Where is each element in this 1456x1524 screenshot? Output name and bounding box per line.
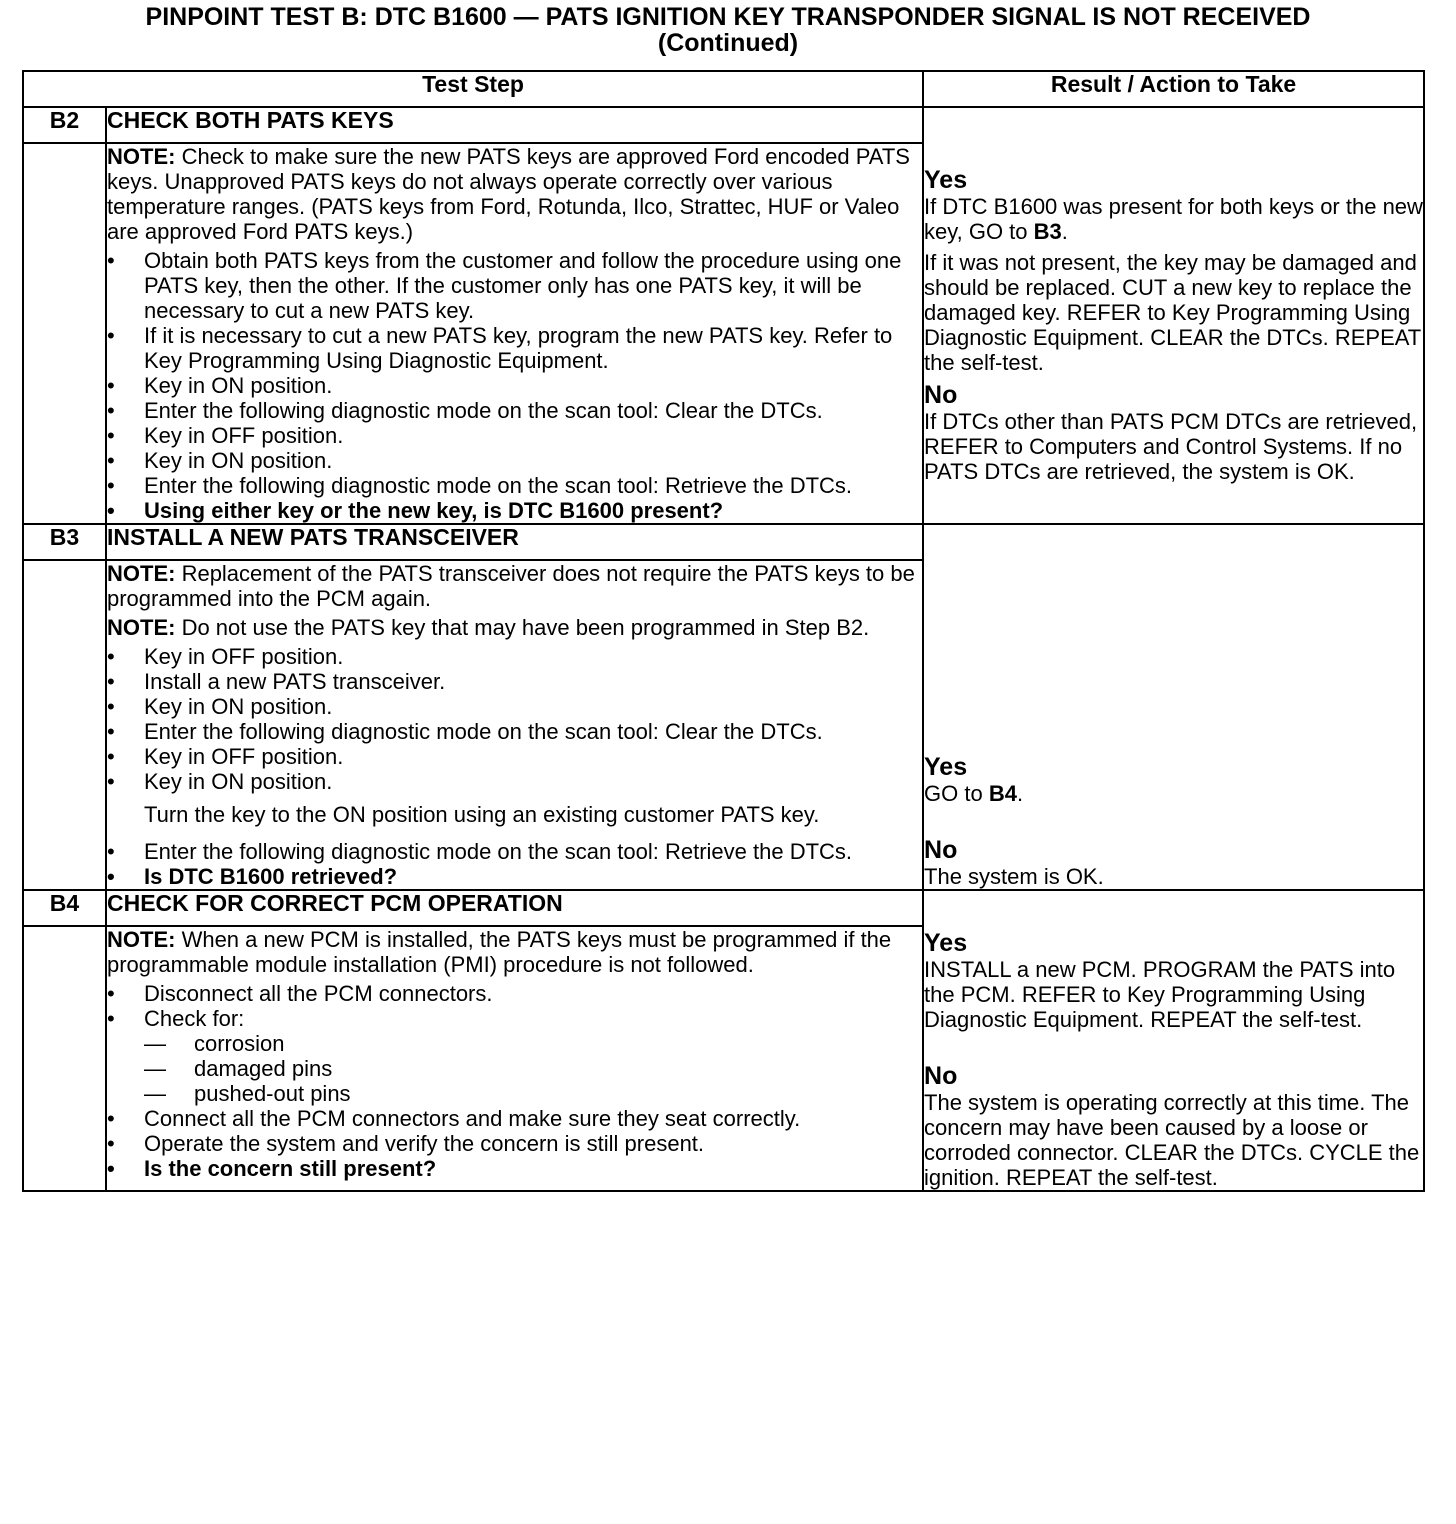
- step-id: B3: [23, 524, 106, 560]
- list-item: • If it is necessary to cut a new PATS key, program the new PATS key. Refer to Key Programming Using Diagnostic Equipment.: [107, 323, 922, 373]
- bullet-list: [107, 981, 922, 1181]
- bullet-list: [107, 248, 922, 523]
- list-item: • Enter the following diagnostic mode on the scan tool: Retrieve the DTCs.: [107, 839, 922, 864]
- list-item: • Disconnect all the PCM connectors.: [107, 981, 922, 1006]
- list-item: • Enter the following diagnostic mode on the scan tool: Clear the DTCs.: [107, 719, 922, 744]
- list-item: • Operate the system and verify the concern is still present.: [107, 1131, 922, 1156]
- page-title: [0, 4, 1456, 56]
- list-item: • Install a new PATS transceiver.: [107, 669, 922, 694]
- yes-label: Yes: [924, 929, 968, 957]
- step-question: • Is the concern still present?: [107, 1156, 922, 1181]
- list-item: • Check for: — corrosion — damaged pins — pushed-out pins: [107, 1006, 922, 1106]
- list-item: • Key in OFF position.: [107, 644, 922, 669]
- step-b4-result: [923, 890, 1424, 1191]
- list-item: • Key in ON position.: [107, 769, 922, 794]
- no-label: No: [924, 1062, 958, 1090]
- list-item: • Obtain both PATS keys from the customer and follow the procedure using one PATS key, then the other. If the customer only has one PATS key, it will be necessary to cut a new PATS key.: [107, 248, 922, 323]
- title-line-1: PINPOINT TEST B: DTC B1600 — PATS IGNITION KEY TRANSPONDER SIGNAL IS NOT RECEIVED: [145, 3, 1311, 31]
- dash-list: [144, 1031, 922, 1106]
- header-test-step: Test Step: [23, 71, 923, 107]
- step-b2-body: [106, 143, 923, 524]
- list-item: • Enter the following diagnostic mode on the scan tool: Retrieve the DTCs.: [107, 473, 922, 498]
- note: NOTE: Do not use the PATS key that may have been programmed in Step B2.: [107, 615, 870, 640]
- step-b3-body: [106, 560, 923, 890]
- list-item: • Key in OFF position.: [107, 423, 922, 448]
- header-row: [23, 71, 1424, 107]
- step-title: INSTALL A NEW PATS TRANSCEIVER: [106, 524, 923, 560]
- step-b3-title-row: [23, 524, 1424, 560]
- yes-text: GO to B4.: [924, 781, 1024, 806]
- note: NOTE: When a new PCM is installed, the PATS keys must be programmed if the programmable module installation (PMI) procedure is not followed.: [107, 927, 892, 977]
- no-label: No: [924, 380, 958, 409]
- dash-item: — damaged pins: [144, 1056, 922, 1081]
- title-line-2: (Continued): [657, 29, 799, 57]
- yes-text-2: If it was not present, the key may be damaged and should be replaced. CUT a new key to replace the damaged key. REFER to Key Programming Using Diagnostic Equipment. CLEAR the DTCs. REPEAT the self-test.: [924, 249, 1421, 375]
- step-b4-body: [106, 926, 923, 1191]
- yes-label: Yes: [924, 753, 968, 781]
- dash-item: — pushed-out pins: [144, 1081, 922, 1106]
- pinpoint-test-table: [22, 70, 1425, 1192]
- no-text: If DTCs other than PATS PCM DTCs are retrieved, REFER to Computers and Control Systems. If no PATS DTCs are retrieved, the system is OK.: [924, 408, 1418, 484]
- list-item: • Key in OFF position.: [107, 744, 922, 769]
- step-b2-title-row: [23, 107, 1424, 143]
- list-item: • Connect all the PCM connectors and make sure they seat correctly.: [107, 1106, 922, 1131]
- note: NOTE: Check to make sure the new PATS keys are approved Ford encoded PATS keys. Unapproved PATS keys do not always operate correctly over various temperature ranges. (PATS keys from Ford, Rotunda, Ilco, Strattec, HUF or Valeo are approved Ford PATS keys.): [107, 144, 910, 244]
- list-item: • Key in ON position.: [107, 694, 922, 719]
- step-id: B2: [23, 107, 106, 143]
- bullet-list: [107, 644, 922, 794]
- step-b2-result: [923, 107, 1424, 524]
- list-item: • Enter the following diagnostic mode on the scan tool: Clear the DTCs.: [107, 398, 922, 423]
- dash-item: — corrosion: [144, 1031, 922, 1056]
- step-b4-title-row: [23, 890, 1424, 926]
- step-title: CHECK BOTH PATS KEYS: [106, 107, 923, 143]
- step-question: • Using either key or the new key, is DTC B1600 present?: [107, 498, 922, 523]
- yes-label: Yes: [924, 165, 968, 194]
- header-result: Result / Action to Take: [923, 71, 1424, 107]
- no-text: The system is OK.: [924, 864, 1104, 889]
- list-item: • Key in ON position.: [107, 373, 922, 398]
- note: NOTE: Replacement of the PATS transceiver does not require the PATS keys to be programmed into the PCM again.: [107, 561, 915, 611]
- step-b3-result: [923, 524, 1424, 890]
- indented-text: Turn the key to the ON position using an existing customer PATS key.: [144, 802, 820, 827]
- list-item: • Key in ON position.: [107, 448, 922, 473]
- yes-text: INSTALL a new PCM. PROGRAM the PATS into the PCM. REFER to Key Programming Using Diagnostic Equipment. REPEAT the self-test.: [924, 957, 1396, 1032]
- step-title: CHECK FOR CORRECT PCM OPERATION: [106, 890, 923, 926]
- no-text: The system is operating correctly at this time. The concern may have been caused by a loose or corroded connector. CLEAR the DTCs. CYCLE the ignition. REPEAT the self-test.: [924, 1090, 1420, 1190]
- bullet-list: [107, 839, 922, 889]
- step-question: • Is DTC B1600 retrieved?: [107, 864, 922, 889]
- no-label: No: [924, 836, 958, 864]
- step-id: B4: [23, 890, 106, 926]
- yes-text: If DTC B1600 was present for both keys or the new key, GO to B3.: [924, 193, 1423, 244]
